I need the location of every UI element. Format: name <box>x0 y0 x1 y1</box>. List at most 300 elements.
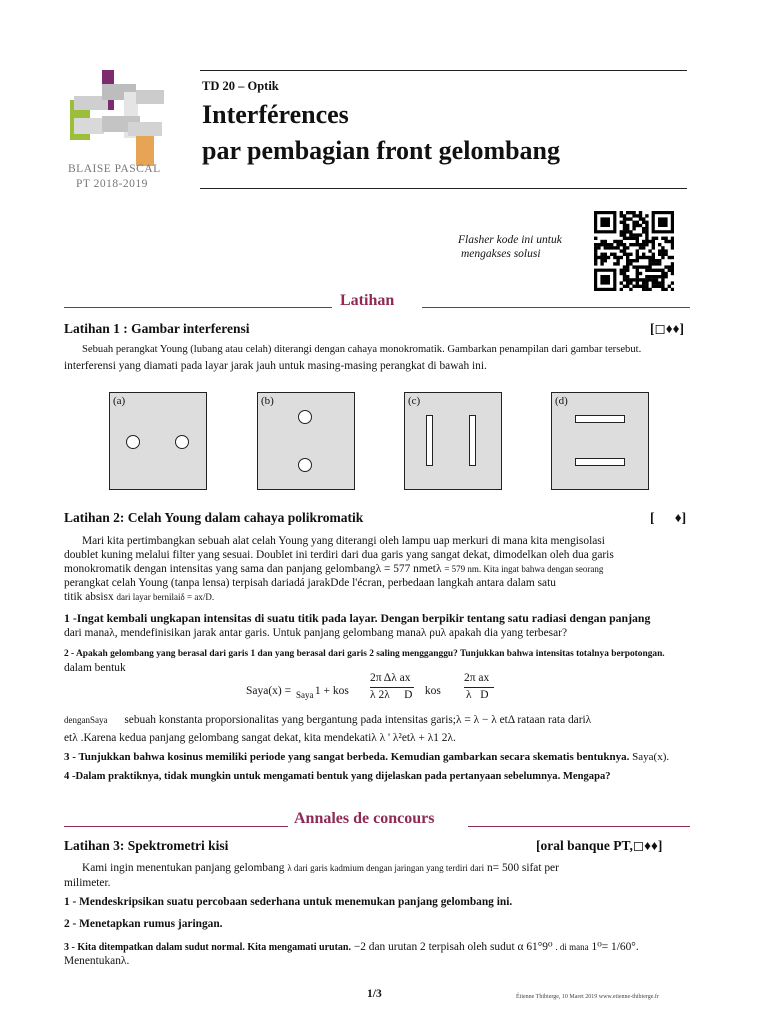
qr-module <box>629 230 632 233</box>
page-title-line2: par pembagian front gelombang <box>202 136 561 165</box>
qr-module <box>613 256 616 259</box>
qr-finder-pattern <box>600 217 610 227</box>
qr-module <box>671 237 674 240</box>
qr-module <box>645 240 648 243</box>
text-fragment: 3 - Tunjukkan bahwa kosinus memiliki periode yang sangat berbeda. Kemudian gambarkan secara skematis bentuknya. <box>64 751 630 763</box>
qr-module <box>626 230 629 233</box>
qr-module <box>600 240 603 243</box>
title-bottom-rule <box>200 188 687 189</box>
qr-module <box>616 259 619 262</box>
qr-module <box>645 265 648 268</box>
qr-module <box>636 253 639 256</box>
qr-module <box>664 240 667 243</box>
qr-module <box>626 259 629 262</box>
qr-module <box>607 246 610 249</box>
qr-module <box>642 240 645 243</box>
qr-module <box>664 253 667 256</box>
qr-module <box>652 269 655 272</box>
qr-module <box>626 211 629 214</box>
page-title-line1: Interférences <box>202 100 349 129</box>
qr-module <box>594 237 597 240</box>
text-fragment: . di mana <box>555 942 589 952</box>
qr-module <box>623 246 626 249</box>
qr-module <box>671 243 674 246</box>
qr-module <box>626 224 629 227</box>
qr-module <box>620 233 623 236</box>
qr-module <box>661 275 664 278</box>
qr-module <box>597 256 600 259</box>
qr-module <box>639 246 642 249</box>
qr-module <box>661 278 664 281</box>
qr-module <box>645 237 648 240</box>
qr-module <box>610 246 613 249</box>
qr-module <box>642 227 645 230</box>
qr-module <box>620 243 623 246</box>
qr-module <box>648 259 651 262</box>
qr-module <box>642 221 645 224</box>
logo-year: PT 2018-2019 <box>76 178 148 190</box>
logo-school-name: BLAISE PASCAL <box>68 163 161 175</box>
exercise-2-text-4: perangkat celah Young (tanpa lensa) terpisah dariadá jarakDde l'écran, perbedaan langkah antara dalam satu <box>64 577 556 589</box>
qr-module <box>671 240 674 243</box>
qr-module <box>604 253 607 256</box>
qr-module <box>604 240 607 243</box>
formula-num2: 2π ax <box>464 672 490 684</box>
figure-a-label: (a) <box>113 395 126 407</box>
qr-module <box>594 262 597 265</box>
qr-module <box>655 269 658 272</box>
qr-module <box>655 278 658 281</box>
qr-module <box>620 249 623 252</box>
intensity-formula <box>246 672 506 712</box>
qr-module <box>632 214 635 217</box>
text-fragment: α 61°9⁰ <box>517 941 553 953</box>
qr-module <box>639 217 642 220</box>
qr-module <box>664 275 667 278</box>
text-fragment: monokromatik dengan intensitas yang sama dan panjang gelombangλ <box>64 563 382 575</box>
formula-num1: 2π Δλ ax <box>370 672 411 684</box>
qr-module <box>655 281 658 284</box>
qr-module <box>645 230 648 233</box>
qr-module <box>604 243 607 246</box>
qr-module <box>642 253 645 256</box>
qr-module <box>661 285 664 288</box>
td-label: TD 20 – Optik <box>202 79 279 93</box>
qr-module <box>661 237 664 240</box>
exercise-1-title: Latihan 1 : Gambar interferensi <box>64 321 250 336</box>
qr-module <box>629 262 632 265</box>
qr-module <box>623 275 626 278</box>
qr-module <box>620 272 623 275</box>
text-fragment: Saya(x). <box>632 751 670 763</box>
qr-module <box>626 265 629 268</box>
qr-code-graphic <box>594 211 674 291</box>
qr-module <box>597 246 600 249</box>
text-fragment: 1⁰= 1/60°. <box>591 941 639 953</box>
qr-module <box>616 246 619 249</box>
qr-module <box>636 221 639 224</box>
qr-module <box>652 240 655 243</box>
qr-module <box>645 227 648 230</box>
section-rule-right <box>468 826 690 827</box>
qr-module <box>645 256 648 259</box>
qr-module <box>620 221 623 224</box>
qr-module <box>661 281 664 284</box>
qr-module <box>645 278 648 281</box>
qr-module <box>620 230 623 233</box>
qr-module <box>652 237 655 240</box>
formula-mid: ⁡ 1 + kos ⁡ <box>312 685 352 697</box>
qr-module <box>597 243 600 246</box>
footer-credit: Étienne Thibierge, 10 Maret 2019 www.etienne-thibierge.fr <box>516 994 659 1000</box>
qr-module <box>626 262 629 265</box>
exercise-2-difficulty: [ ♦] <box>650 510 687 525</box>
qr-module <box>629 253 632 256</box>
qr-module <box>594 243 597 246</box>
exercise-2-question-4: 4 -Dalam praktiknya, tidak mungkin untuk mengamati bentuk yang dijelaskan pada pertanyaan sebelumnya. Mengapa? <box>64 771 611 782</box>
section-title-annales: Annales de concours <box>294 810 435 827</box>
slit <box>426 415 433 466</box>
text-fragment: sebuah konstanta proporsionalitas yang bergantung pada intensitas garis;λ = λ − λ etΔ rataan rata dariλ <box>124 714 592 726</box>
qr-module <box>658 249 661 252</box>
qr-module <box>648 256 651 259</box>
qr-module <box>661 269 664 272</box>
qr-module <box>604 256 607 259</box>
qr-module <box>626 278 629 281</box>
qr-module <box>668 285 671 288</box>
qr-module <box>639 243 642 246</box>
qr-module <box>636 243 639 246</box>
qr-module <box>620 288 623 291</box>
qr-module <box>642 285 645 288</box>
qr-finder-pattern <box>658 217 668 227</box>
qr-module <box>664 249 667 252</box>
qr-module <box>629 243 632 246</box>
qr-module <box>642 281 645 284</box>
qr-module <box>661 249 664 252</box>
qr-caption-line2: mengakses solusi <box>461 248 541 260</box>
qr-module <box>623 265 626 268</box>
qr-module <box>594 249 597 252</box>
qr-module <box>623 227 626 230</box>
qr-module <box>652 256 655 259</box>
qr-module <box>639 265 642 268</box>
qr-module <box>652 262 655 265</box>
qr-module <box>645 269 648 272</box>
qr-module <box>639 285 642 288</box>
qr-module <box>645 214 648 217</box>
qr-module <box>658 262 661 265</box>
qr-module <box>652 285 655 288</box>
qr-module <box>648 265 651 268</box>
exercise-1-difficulty: [◻♦♦] <box>650 321 684 336</box>
qr-module <box>629 288 632 291</box>
exercise-2-question-2a: 2 - Apakah gelombang yang berasal dari garis 1 dan yang berasal dari garis 2 saling mengganggu? Tunjukkan bahwa intensitas totalnya berpotongan. <box>64 649 665 659</box>
qr-module <box>639 233 642 236</box>
qr-module <box>655 259 658 262</box>
qr-module <box>661 246 664 249</box>
qr-module <box>620 214 623 217</box>
qr-module <box>652 275 655 278</box>
exercise-3-source: [oral banque PT,◻♦♦] <box>536 838 663 853</box>
qr-module <box>623 278 626 281</box>
qr-module <box>623 237 626 240</box>
qr-module <box>632 224 635 227</box>
qr-module <box>668 265 671 268</box>
qr-module <box>632 278 635 281</box>
qr-module <box>632 233 635 236</box>
exercise-2-after-2: etλ .Karena kedua panjang gelombang sangat dekat, kita mendekatiλ λ ' λ²etλ + λ1 2λ. <box>64 732 456 744</box>
qr-module <box>655 262 658 265</box>
qr-module <box>607 256 610 259</box>
qr-module <box>648 262 651 265</box>
page-number: 1/3 <box>367 988 382 1000</box>
qr-module <box>626 281 629 284</box>
title-top-rule <box>200 70 687 71</box>
qr-module <box>629 211 632 214</box>
text-fragment: n= 500 sifat per <box>486 862 559 874</box>
exercise-2-question-2b: dalam bentuk <box>64 662 126 674</box>
qr-module <box>629 278 632 281</box>
qr-module <box>658 269 661 272</box>
figure-b-label: (b) <box>261 395 274 407</box>
qr-module <box>623 221 626 224</box>
qr-module <box>645 275 648 278</box>
text-fragment: dari layar bernilaiδ = ax/D. <box>116 592 215 602</box>
exercise-3-question-3 <box>64 940 639 955</box>
hole <box>126 435 140 449</box>
qr-module <box>607 243 610 246</box>
qr-module <box>636 233 639 236</box>
text-fragment: Kami ingin menentukan panjang gelombang <box>82 862 285 874</box>
figure-d <box>551 392 649 490</box>
figure-a <box>109 392 207 490</box>
figure-d-label: (d) <box>555 395 568 407</box>
exercise-2-after-1 <box>64 713 591 727</box>
qr-module <box>626 275 629 278</box>
qr-module <box>636 272 639 275</box>
exercise-3-title: Latihan 3: Spektrometri kisi <box>64 838 229 853</box>
qr-module <box>600 262 603 265</box>
fraction-bar <box>464 687 494 688</box>
figure-c <box>404 392 502 490</box>
qr-module <box>626 253 629 256</box>
qr-module <box>664 288 667 291</box>
qr-module <box>636 281 639 284</box>
qr-module <box>626 285 629 288</box>
qr-module <box>626 246 629 249</box>
qr-module <box>639 272 642 275</box>
qr-module <box>639 214 642 217</box>
qr-module <box>642 246 645 249</box>
qr-module <box>623 243 626 246</box>
qr-module <box>636 256 639 259</box>
qr-module <box>604 246 607 249</box>
qr-module <box>632 221 635 224</box>
qr-module <box>613 253 616 256</box>
qr-module <box>648 275 651 278</box>
qr-module <box>645 285 648 288</box>
exercise-2-text-1: Mari kita pertimbangkan sebuah alat celah Young yang diterangi oleh lampu uap merkuri di mana kita mengisolasi <box>82 535 605 547</box>
qr-module <box>632 265 635 268</box>
qr-module <box>671 288 674 291</box>
formula-den1: λ 2λ D <box>370 689 413 701</box>
text-fragment: = 579 nm. Kita ingat bahwa dengan seorang <box>444 564 604 574</box>
qr-module <box>626 256 629 259</box>
qr-module <box>661 253 664 256</box>
qr-module <box>620 211 623 214</box>
qr-module <box>626 227 629 230</box>
qr-module <box>620 240 623 243</box>
qr-module <box>658 243 661 246</box>
qr-module <box>648 278 651 281</box>
qr-finder-pattern <box>600 275 610 285</box>
qr-module <box>600 259 603 262</box>
qr-module <box>629 281 632 284</box>
logo-graphic <box>66 70 166 166</box>
exercise-1-text-2: interferensi yang diamati pada layar jarak jauh untuk masing-masing perangkat di bawah ini. <box>64 360 487 372</box>
fraction-bar <box>370 687 414 688</box>
qr-module <box>623 230 626 233</box>
section-rule-left <box>64 307 332 308</box>
qr-module <box>623 224 626 227</box>
exercise-3-question-2: 2 - Menetapkan rumus jaringan. <box>64 918 223 930</box>
qr-module <box>655 275 658 278</box>
qr-module <box>652 246 655 249</box>
qr-module <box>623 253 626 256</box>
qr-module <box>668 256 671 259</box>
qr-module <box>671 265 674 268</box>
qr-module <box>636 214 639 217</box>
qr-module <box>623 269 626 272</box>
qr-module <box>636 237 639 240</box>
exercise-3-text-2: milimeter. <box>64 877 111 889</box>
qr-module <box>632 285 635 288</box>
qr-module <box>626 237 629 240</box>
text-fragment: denganSaya <box>64 715 108 725</box>
qr-module <box>636 285 639 288</box>
exercise-2-text-5 <box>64 590 214 604</box>
qr-module <box>594 253 597 256</box>
qr-module <box>616 262 619 265</box>
section-rule-left <box>64 826 288 827</box>
qr-module <box>623 249 626 252</box>
exercise-2-text-3 <box>64 562 603 576</box>
slit <box>469 415 476 466</box>
qr-module <box>655 285 658 288</box>
school-logo <box>66 70 166 166</box>
qr-module <box>610 243 613 246</box>
qr-module <box>632 237 635 240</box>
qr-module <box>613 240 616 243</box>
exercise-2-text-2: doublet kuning melalui filter yang sesuai. Doublet ini terdiri dari dua garis yang sangat dekat, dimodelkan oleh dua garis <box>64 549 614 561</box>
qr-module <box>636 259 639 262</box>
qr-module <box>636 265 639 268</box>
qr-module <box>658 285 661 288</box>
exercise-2-title: Latihan 2: Celah Young dalam cahaya polikromatik <box>64 510 364 525</box>
qr-code[interactable] <box>594 211 674 291</box>
qr-module <box>645 224 648 227</box>
qr-module <box>668 240 671 243</box>
qr-module <box>616 256 619 259</box>
qr-module <box>620 269 623 272</box>
qr-module <box>600 243 603 246</box>
qr-module <box>671 256 674 259</box>
qr-module <box>645 221 648 224</box>
qr-caption-line1: Flasher kode ini untuk <box>458 234 562 246</box>
qr-module <box>645 233 648 236</box>
qr-module <box>642 265 645 268</box>
qr-module <box>668 269 671 272</box>
qr-module <box>642 243 645 246</box>
qr-module <box>613 246 616 249</box>
qr-module <box>623 217 626 220</box>
qr-module <box>642 288 645 291</box>
qr-module <box>652 281 655 284</box>
qr-module <box>648 269 651 272</box>
qr-module <box>648 240 651 243</box>
qr-module <box>636 275 639 278</box>
qr-module <box>626 269 629 272</box>
qr-module <box>645 281 648 284</box>
exercise-3-text-1 <box>82 861 559 875</box>
slit <box>575 458 625 466</box>
qr-module <box>616 240 619 243</box>
qr-module <box>629 233 632 236</box>
qr-module <box>652 243 655 246</box>
qr-module <box>623 214 626 217</box>
qr-module <box>658 253 661 256</box>
qr-module <box>642 217 645 220</box>
qr-module <box>636 249 639 252</box>
qr-module <box>594 256 597 259</box>
qr-module <box>632 259 635 262</box>
qr-module <box>610 253 613 256</box>
qr-module <box>623 272 626 275</box>
qr-module <box>645 243 648 246</box>
qr-module <box>671 269 674 272</box>
qr-module <box>639 256 642 259</box>
qr-module <box>642 278 645 281</box>
qr-module <box>639 224 642 227</box>
qr-module <box>661 256 664 259</box>
text-fragment: 3 - Kita ditempatkan dalam sudut normal. Kita mengamati urutan. <box>64 942 351 953</box>
qr-module <box>664 265 667 268</box>
formula-den2: λ D <box>466 689 489 701</box>
qr-module <box>636 278 639 281</box>
qr-module <box>620 281 623 284</box>
qr-module <box>600 256 603 259</box>
exercise-2-question-3 <box>64 750 669 764</box>
qr-module <box>664 272 667 275</box>
qr-module <box>629 237 632 240</box>
qr-module <box>664 237 667 240</box>
exercise-2-question-1b: dari manaλ, mendefinisikan jarak antar garis. Untuk panjang gelombang manaλ ρuλ apakah dia yang terbesar? <box>64 627 568 639</box>
qr-module <box>629 259 632 262</box>
qr-module <box>600 253 603 256</box>
qr-module <box>604 259 607 262</box>
qr-module <box>655 237 658 240</box>
qr-module <box>661 288 664 291</box>
qr-module <box>632 243 635 246</box>
qr-module <box>671 246 674 249</box>
figure-b <box>257 392 355 490</box>
text-fragment: −2 dan urutan 2 terpisah oleh sudut <box>353 941 515 953</box>
section-rule-right <box>422 307 690 308</box>
qr-module <box>613 262 616 265</box>
qr-module <box>639 211 642 214</box>
hole <box>298 410 312 424</box>
